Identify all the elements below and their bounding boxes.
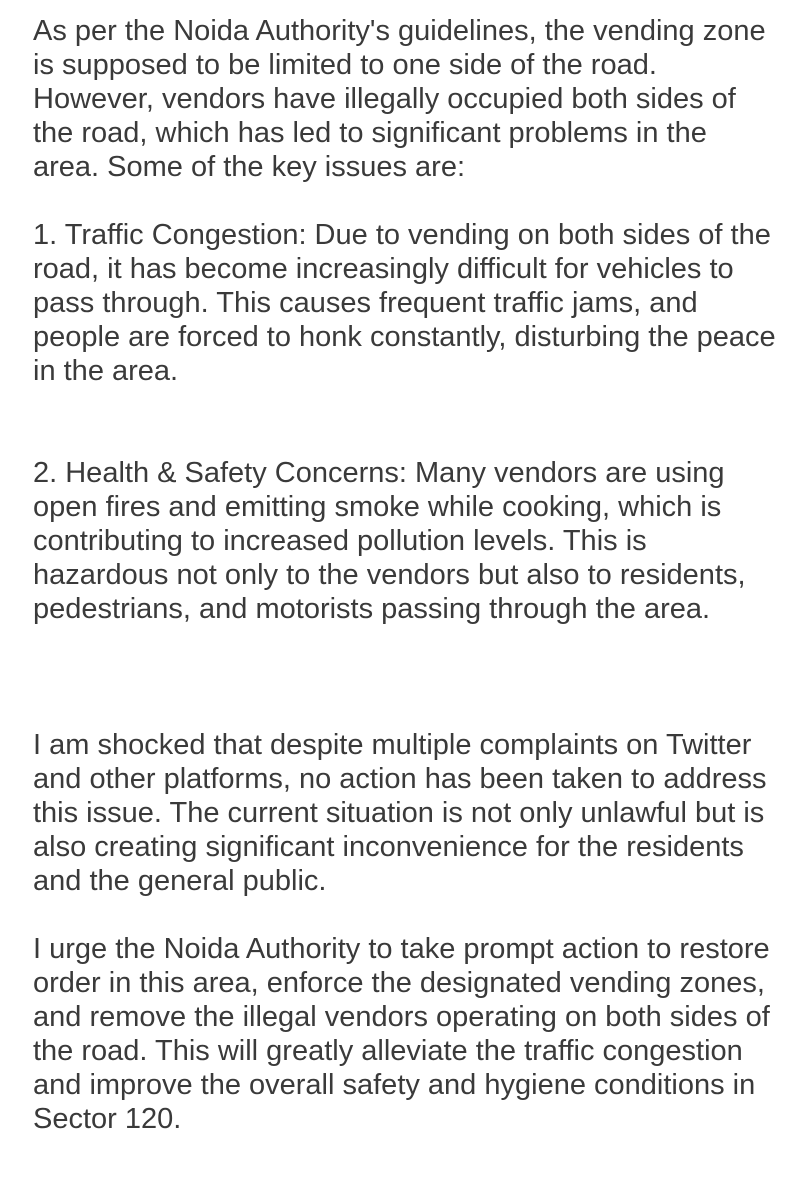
paragraph-spacer	[33, 898, 776, 932]
paragraph-spacer	[33, 388, 776, 456]
paragraph-spacer	[33, 626, 776, 728]
paragraph-health-safety: 2. Health & Safety Concerns: Many vendors are using open fires and emitting smoke while cooking, which is contributing to increased pollution levels. This is hazardous not only to the vendors but also to residents, pedestrians, and motorists passing through the area.	[33, 457, 746, 625]
paragraph-traffic-congestion: 1. Traffic Congestion: Due to vending on both sides of the road, it has become increasingly difficult for vehicles to pass through. This causes frequent traffic jams, and people are forced to honk constantly, disturbing the peace in the area.	[33, 219, 776, 387]
paragraph-intro: As per the Noida Authority's guidelines, the vending zone is supposed to be limited to one side of the road. However, vendors have illegally occupied both sides of the road, which has led to significant problems in the area. Some of the key issues are:	[33, 15, 766, 183]
paragraph-spacer	[33, 184, 776, 218]
paragraph-urge: I urge the Noida Authority to take prompt action to restore order in this area, enforce the designated vending zones, and remove the illegal vendors operating on both sides of the road. This will greatly alleviate the traffic congestion and improve the overall safety and hygiene conditions in Sector 120.	[33, 933, 770, 1135]
paragraph-complaint: I am shocked that despite multiple complaints on Twitter and other platforms, no action has been taken to address this issue. The current situation is not only unlawful but is also creating significant inconvenience for the residents and the general public.	[33, 729, 767, 897]
